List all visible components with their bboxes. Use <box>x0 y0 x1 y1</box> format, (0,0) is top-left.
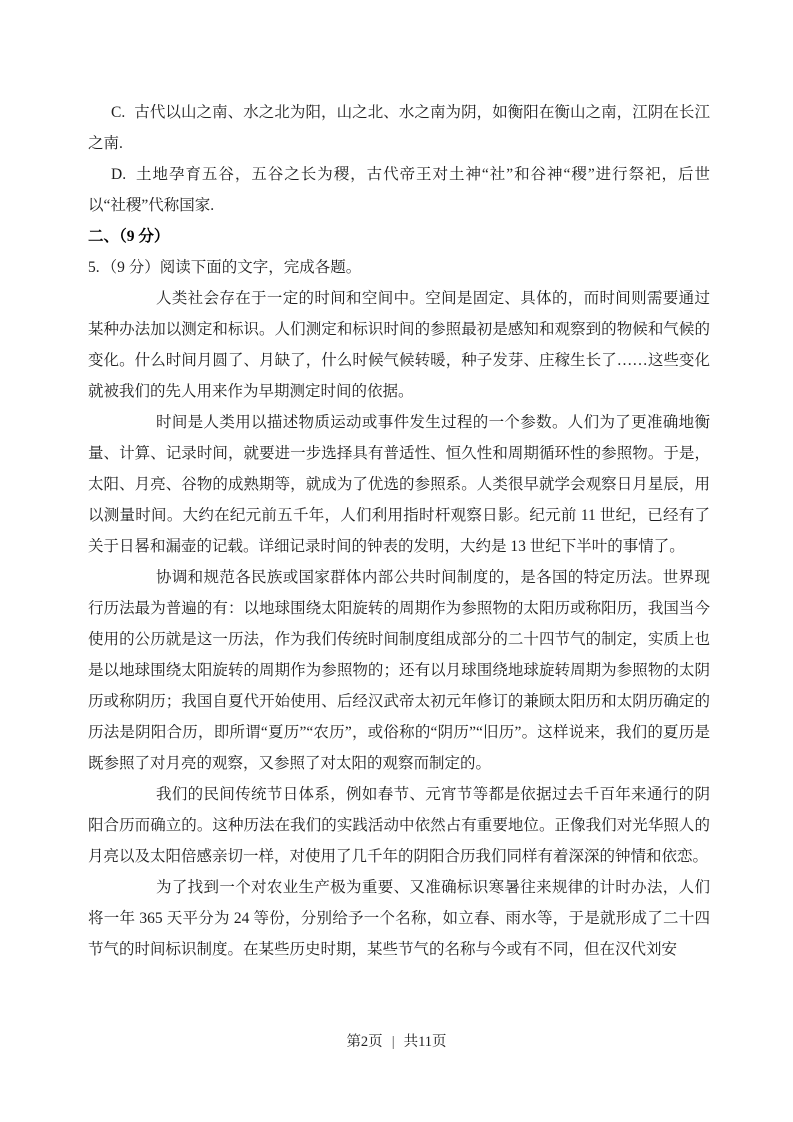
question-5-stem <box>88 252 710 283</box>
question-intro-text: （9 分）阅读下面的文字，完成各题。 <box>101 259 362 276</box>
page-content <box>88 97 710 965</box>
passage-paragraph-3: 协调和规范各民族或国家群体内部公共时间制度的，是各国的特定历法。世界现行历法最为普遍的有：以地球围绕太阳旋转的周期作为参照物的太阳历或称阳历，我国当今使用的公历就是这一历法，作为我们传统时间制度组成部分的二十四节气的制定，实质上也是以地球围绕太阳旋转的周期作为参照物的；还有以月球围绕地球旋转周期为参照物的太阴历或称阴历；我国自夏代开始使用、后经汉武帝太初元年修订的兼顾太阳历和太阴历确定的历法是阴阳合历，即所谓“夏历”“农历”，或俗称的“阴历”“旧历”。这样说来，我们的夏历是既参照了对月亮的观察，又参照了对太阳的观察而制定的。 <box>88 569 710 772</box>
choice-option-c <box>88 97 710 159</box>
question-number: 5. <box>88 259 100 276</box>
footer-separator: | <box>391 1034 395 1050</box>
page-footer <box>0 1030 793 1054</box>
footer-current-page: 第2页 <box>346 1034 383 1050</box>
section-heading: 二、（9 分） <box>88 228 170 245</box>
footer-total-pages: 共11页 <box>403 1034 447 1050</box>
choice-option-d <box>88 159 710 221</box>
option-d-text: 土地孕育五谷，五谷之长为稷，古代帝王对土神“社”和谷神“稷”进行祭祀，后世以“社稷”代称国家. <box>88 166 710 214</box>
passage-paragraph-4: 我们的民间传统节日体系，例如春节、元宵节等都是依据过去千百年来通行的阴阳合历而确立的。这种历法在我们的实践活动中依然占有重要地位。正像我们对光华照人的月亮以及太阳倍感亲切一样，对使用了几千年的阴阳合历我们同样有着深深的钟情和依恋。 <box>88 786 710 865</box>
option-d-letter: D. <box>111 166 127 183</box>
passage-paragraph-2: 时间是人类用以描述物质运动或事件发生过程的一个参数。人们为了更准确地衡量、计算、记录时间，就要进一步选择具有普适性、恒久性和周期循环性的参照物。于是，太阳、月亮、谷物的成熟期等，就成为了优选的参照系。人类很早就学会观察日月星辰，用以测量时间。大约在纪元前五千年，人们利用指时杆观察日影。纪元前 11 世纪，已经有了关于日晷和漏壶的记载。详细记录时间的钟表的发明，大约是 13 世纪下半叶的事情了。 <box>88 414 710 555</box>
passage-paragraph-5: 为了找到一个对农业生产极为重要、又准确标识寒暑往来规律的计时办法，人们将一年 365 天平分为 24 等份，分别给予一个名称，如立春、雨水等，于是就形成了二十四节气的时间标识制度。在某些历史时期，某些节气的名称与今或有不同，但在汉代刘安 <box>88 879 710 958</box>
option-c-letter: C. <box>111 104 126 121</box>
option-c-text: 古代以山之南、水之北为阳，山之北、水之南为阴，如衡阳在衡山之南，江阴在长江之南. <box>88 104 710 152</box>
passage-paragraph-1: 人类社会存在于一定的时间和空间中。空间是固定、具体的，而时间则需要通过某种办法加以测定和标识。人们测定和标识时间的参照最初是感知和观察到的物候和气候的变化。什么时间月圆了、月缺了，什么时候气候转暖，种子发芽、庄稼生长了……这些变化就被我们的先人用来作为早期测定时间的依据。 <box>88 290 710 400</box>
